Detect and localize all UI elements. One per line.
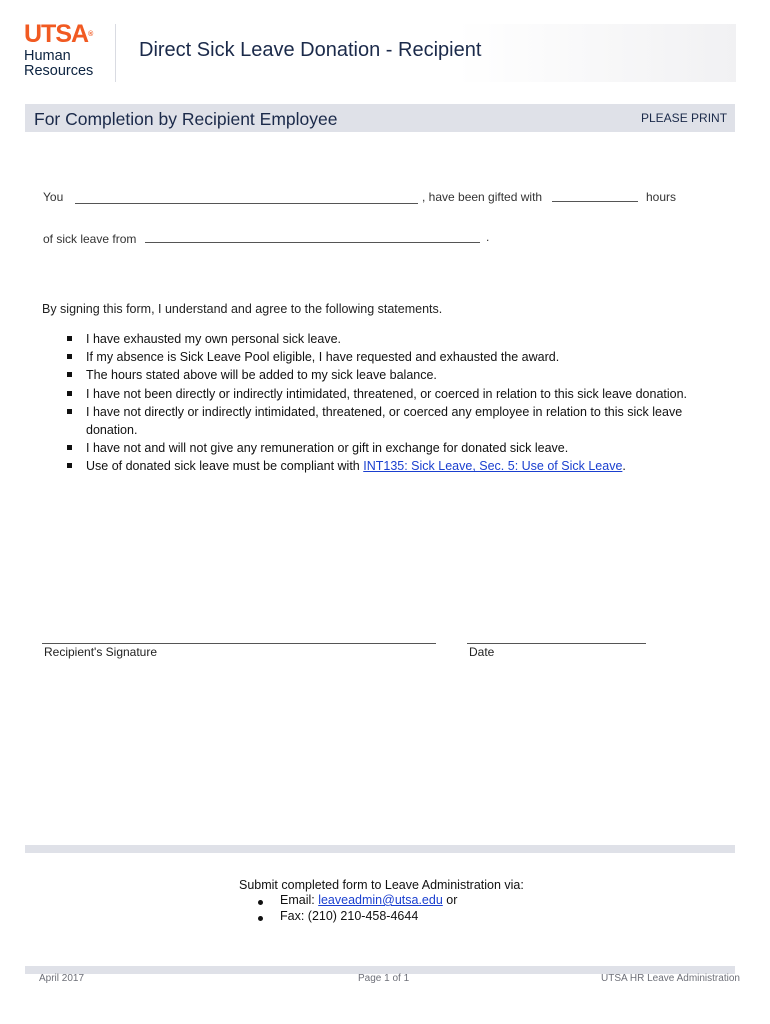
list-item: The hours stated above will be added to my sick leave balance. (62, 366, 722, 384)
utsa-logo-text: UTSA (24, 20, 89, 48)
bullet-icon (67, 354, 72, 359)
footer-page: Page 1 of 1 (358, 973, 410, 984)
bullet-icon (67, 463, 72, 468)
list-item: If my absence is Sick Leave Pool eligible, I have requested and exhausted the award. (62, 348, 722, 366)
email-link[interactable]: leaveadmin@utsa.edu (318, 893, 443, 907)
hours-field[interactable] (552, 201, 638, 202)
list-item: I have exhausted my own personal sick leave. (62, 330, 722, 348)
footer-date: April 2017 (39, 973, 85, 984)
utsa-logo: UTSA® (24, 20, 94, 48)
footer-department: UTSA HR Leave Administration (601, 973, 740, 984)
list-item: I have not and will not give any remuneration or gift in exchange for donated sick leave. (62, 439, 722, 457)
agreement-intro: By signing this form, I understand and agree to the following statements. (42, 302, 443, 316)
date-field[interactable] (467, 643, 646, 644)
recipient-name-field[interactable] (75, 203, 418, 204)
bullet-icon (258, 916, 263, 921)
bullet-icon (67, 336, 72, 341)
submit-title: Submit completed form to Leave Administration via: (239, 878, 524, 892)
hours-label: hours (646, 190, 677, 204)
signature-field[interactable] (42, 643, 436, 644)
bullet-icon (258, 900, 263, 905)
bullet-icon (67, 445, 72, 450)
period-mark: . (486, 230, 490, 244)
you-label: You (43, 190, 64, 204)
fax-line: Fax: (210) 210-458-4644 (280, 909, 419, 923)
signature-label: Recipient's Signature (44, 645, 158, 659)
donor-field[interactable] (145, 242, 480, 243)
section-title: For Completion by Recipient Employee (34, 109, 338, 129)
int135-policy-link[interactable]: INT135: Sick Leave, Sec. 5: Use of Sick Leave (363, 459, 623, 474)
email-line: Email: leaveadmin@utsa.edu or (280, 893, 458, 907)
date-label: Date (469, 645, 495, 659)
list-item: Use of donated sick leave must be compliant with INT135: Sick Leave, Sec. 5: Use of Sick Leave. (62, 457, 722, 475)
agreement-list (62, 330, 722, 476)
bullet-icon (67, 409, 72, 414)
human-resources-logo-text: Human Resources (24, 48, 94, 79)
list-item: I have not been directly or indirectly intimidated, threatened, or coerced in relation to this sick leave donation. (62, 385, 722, 403)
gifted-label: , have been gifted with (422, 190, 543, 204)
page-title: Direct Sick Leave Donation - Recipient (139, 39, 482, 61)
list-item: I have not directly or indirectly intimidated, threatened, or coerced any employee in relation to this sick leave donation. (62, 403, 722, 439)
please-print-note: PLEASE PRINT (641, 111, 728, 125)
bullet-icon (67, 372, 72, 377)
divider-band (25, 845, 735, 853)
bullet-icon (67, 391, 72, 396)
from-label: of sick leave from (43, 232, 137, 246)
